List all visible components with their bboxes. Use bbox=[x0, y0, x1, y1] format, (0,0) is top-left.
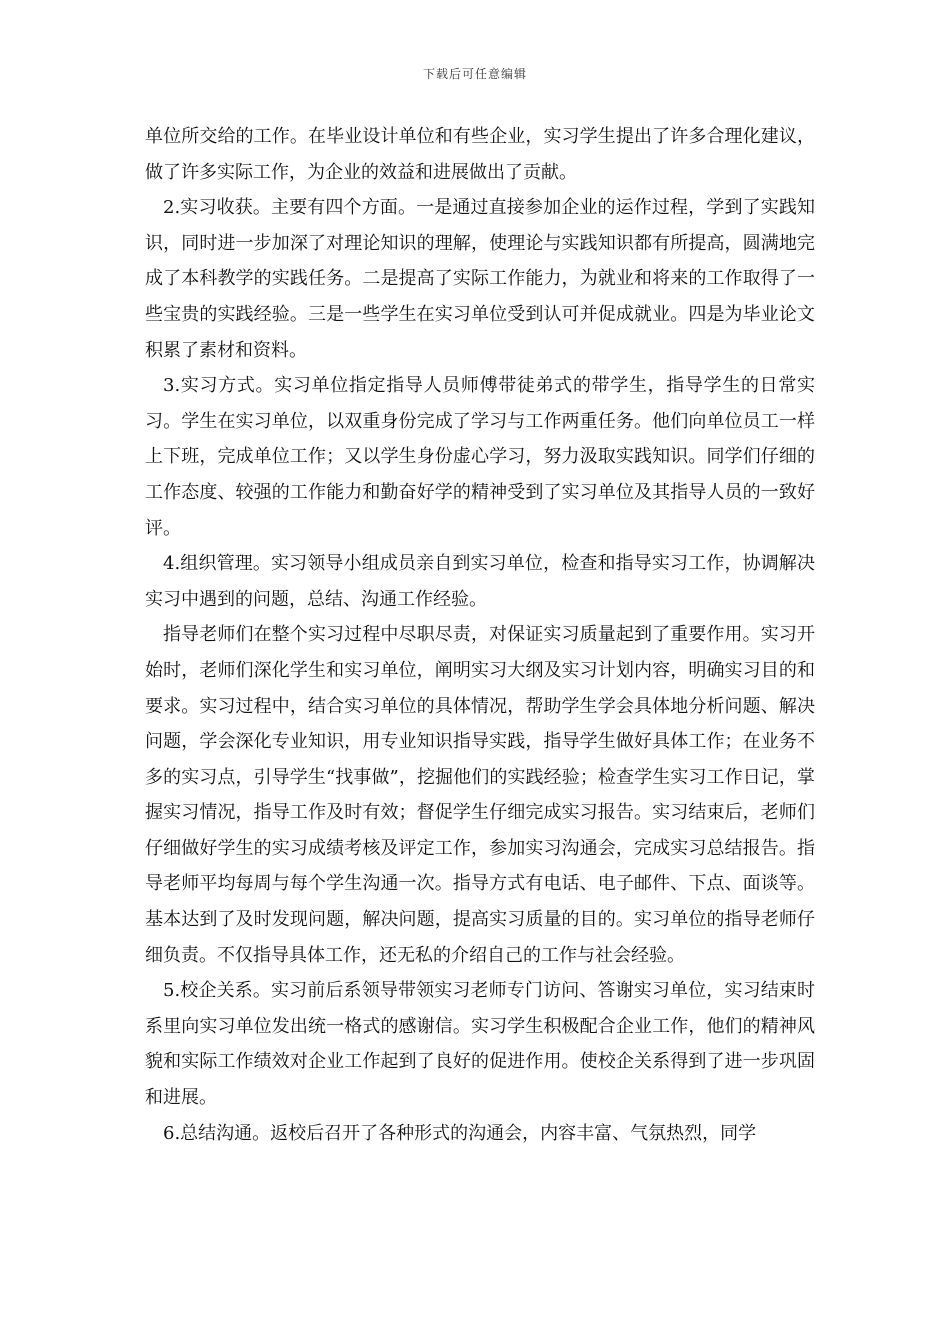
paragraph-7: 6.总结沟通。返校后召开了各种形式的沟通会，内容丰富、气氛热烈，同学 bbox=[163, 1122, 757, 1144]
paragraph-5: 指导老师们在整个实习过程中尽职尽责，对保证实习质量起到了重要作用。实习开始时，老师们深化学生和实习单位，阐明实习大纲及实习计划内容，明确实习目的和要求。实习过程中，结合实习单位的具体情况，帮助学生学会具体地分析问题、解决问题，学会深化专业知识，用专业知识指导实践，指导学生做好具体工作；在业务不多的实习点，引导学生“找事做”，挖掘他们的实践经验；检查学生实习工作日记，掌握实习情况，指导工作及时有效；督促学生仔细完成实习报告。实习结束后，老师们仔细做好学生的实习成绩考核及评定工作，参加实习沟通会，完成实习总结报告。指导老师平均每周与每个学生沟通一次。指导方式有电话、电子邮件、下点、面谈等。基本达到了及时发现问题，解决问题，提高实习质量的目的。实习单位的指导老师仔细负责。不仅指导具体工作，还无私的介绍自己的工作与社会经验。 bbox=[145, 624, 815, 966]
body-text bbox=[145, 119, 815, 1151]
paragraph-1: 单位所交给的工作。在毕业设计单位和有些企业，实习学生提出了许多合理化建议，做了许多实际工作，为企业的效益和进展做出了贡献。 bbox=[145, 126, 815, 183]
page-header: 下载后可任意编辑 bbox=[422, 67, 527, 81]
paragraph-6: 5.校企关系。实习前后系领导带领实习老师专门访问、答谢实习单位，实习结束时系里向实习单位发出统一格式的感谢信。实习学生积极配合企业工作，他们的精神风貌和实际工作绩效对企业工作起到了良好的促进作用。使校企关系得到了进一步巩固和进展。 bbox=[145, 980, 815, 1109]
paragraph-4: 4.组织管理。实习领导小组成员亲自到实习单位，检查和指导实习工作，协调解决实习中遇到的问题，总结、沟通工作经验。 bbox=[145, 553, 815, 610]
paragraph-2: 2.实习收获。主要有四个方面。一是通过直接参加企业的运作过程，学到了实践知识，同时进一步加深了对理论知识的理解，使理论与实践知识都有所提高，圆满地完成了本科教学的实践任务。二是提高了实际工作能力，为就业和将来的工作取得了一些宝贵的实践经验。三是一些学生在实习单位受到认可并促成就业。四是为毕业论文积累了素材和资料。 bbox=[145, 197, 815, 361]
paragraph-3: 3.实习方式。实习单位指定指导人员师傅带徒弟式的带学生，指导学生的日常实习。学生在实习单位，以双重身份完成了学习与工作两重任务。他们向单位员工一样上下班，完成单位工作；又以学生身份虚心学习，努力汲取实践知识。同学们仔细的工作态度、较强的工作能力和勤奋好学的精神受到了实习单位及其指导人员的一致好评。 bbox=[145, 375, 815, 539]
